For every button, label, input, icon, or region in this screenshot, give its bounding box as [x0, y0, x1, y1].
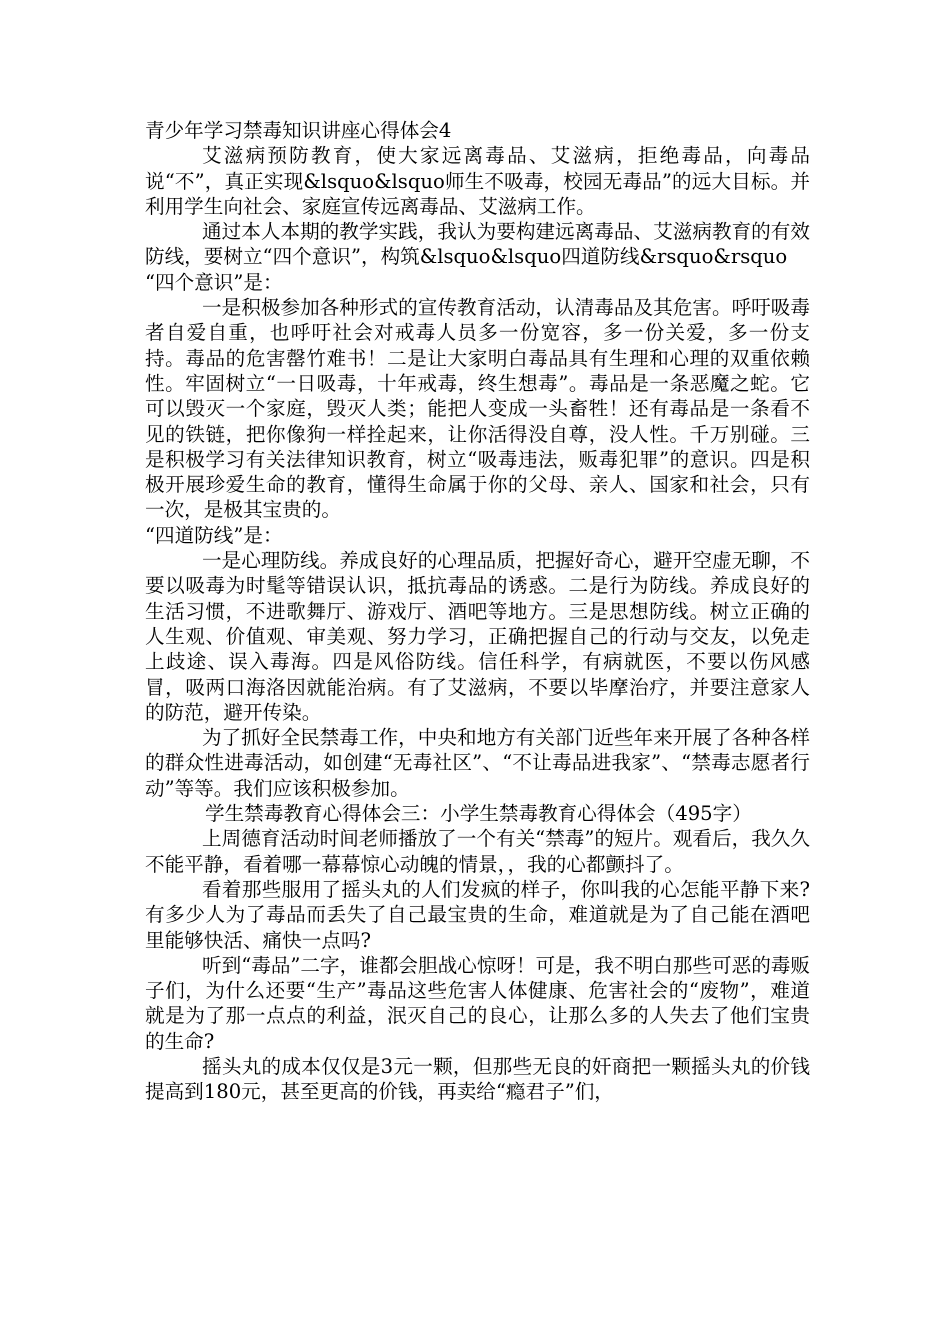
paragraph-four-defenses: 一是心理防线。养成良好的心理品质，把握好奇心，避开空虚无聊，不要以吸毒为时髦等错误认识，抵抗毒品的诱惑。二是行为防线。养成良好的生活习惯，不进歌舞厅、游戏厅、酒吧等地方。三是思想防线。树立正确的人生观、价值观、审美观、努力学习，正确把握自己的行动与交友，以免走上歧途、误入毒海。四是风俗防线。信任科学，有病就医，不要以伤风感冒，吸两口海洛因就能治病。有了艾滋病，不要以毕摩治疗，并要注意家人的防范，避开传染。: [145, 549, 810, 724]
heading-four-defenses: “四道防线”是：: [145, 523, 283, 547]
document-body: [145, 118, 810, 1105]
paragraph-ecstasy-users: 看着那些服用了摇头丸的人们发疯的样子，你叫我的心怎能平静下来?有多少人为了毒品而丢失了自己最宝贵的生命，难道就是为了自己能在酒吧里能够快活、痛快一点吗?: [145, 877, 810, 952]
paragraph-cost: 摇头丸的成本仅仅是3元一颗，但那些无良的奸商把一颗摇头丸的价钱提高到180元，甚至更高的价钱，再卖给“瘾君子”们，: [145, 1054, 810, 1104]
heading-four-awareness: “四个意识”是：: [145, 270, 283, 294]
paragraph-short-film: 上周德育活动时间老师播放了一个有关“禁毒”的短片。观看后，我久久不能平静，看着哪一幕幕惊心动魄的情景，，我的心都颤抖了。: [145, 827, 810, 876]
document-title: 青少年学习禁毒知识讲座心得体会4: [145, 119, 452, 142]
paragraph-practice: 通过本人本期的教学实践，我认为要构建远离毒品、艾滋病教育的有效防线，要树立“四个意识”，构筑&lsquo&lsquo四道防线&rsquo&rsquo: [145, 220, 810, 269]
section-heading-three: 学生禁毒教育心得体会三：小学生禁毒教育心得体会（495字）: [205, 802, 752, 826]
paragraph-national-campaign: 为了抓好全民禁毒工作，中央和地方有关部门近些年来开展了各种各样的群众性进毒活动，如创建“无毒社区”、“不让毒品进我家”、“禁毒志愿者行动”等等。我们应该积极参加。: [145, 726, 810, 800]
paragraph-drug-dealers: 听到“毒品”二字，谁都会胆战心惊呀！可是，我不明白那些可恶的毒贩子们，为什么还要“生产”毒品这些危害人体健康、危害社会的“废物”，难道就是为了那一点点的利益，泯灭自己的良心，让那么多的人失去了他们宝贵的生命?: [145, 953, 810, 1053]
paragraph-intro: 艾滋病预防教育，使大家远离毒品、艾滋病，拒绝毒品，向毒品说“不”，真正实现&lsquo&lsquo师生不吸毒，校园无毒品”的远大目标。并利用学生向社会、家庭宣传远离毒品、艾滋病工作。: [145, 144, 810, 218]
paragraph-four-awareness: 一是积极参加各种形式的宣传教育活动，认清毒品及其危害。呼吁吸毒者自爱自重，也呼吁社会对戒毒人员多一份宽容，多一份关爱，多一份支持。毒品的危害罄竹难书！二是让大家明白毒品具有生理和心理的双重依赖性。牢固树立“一日吸毒，十年戒毒，终生想毒”。毒品是一条恶魔之蛇。它可以毁灭一个家庭，毁灭人类；能把人变成一头畜牲！还有毒品是一条看不见的铁链，把你像狗一样拴起来，让你活得没自尊，没人性。千万别碰。三是积极学习有关法律知识教育，树立“吸毒违法，贩毒犯罪”的意识。四是积极开展珍爱生命的教育，懂得生命属于你的父母、亲人、国家和社会，只有一次，是极其宝贵的。: [145, 296, 810, 522]
